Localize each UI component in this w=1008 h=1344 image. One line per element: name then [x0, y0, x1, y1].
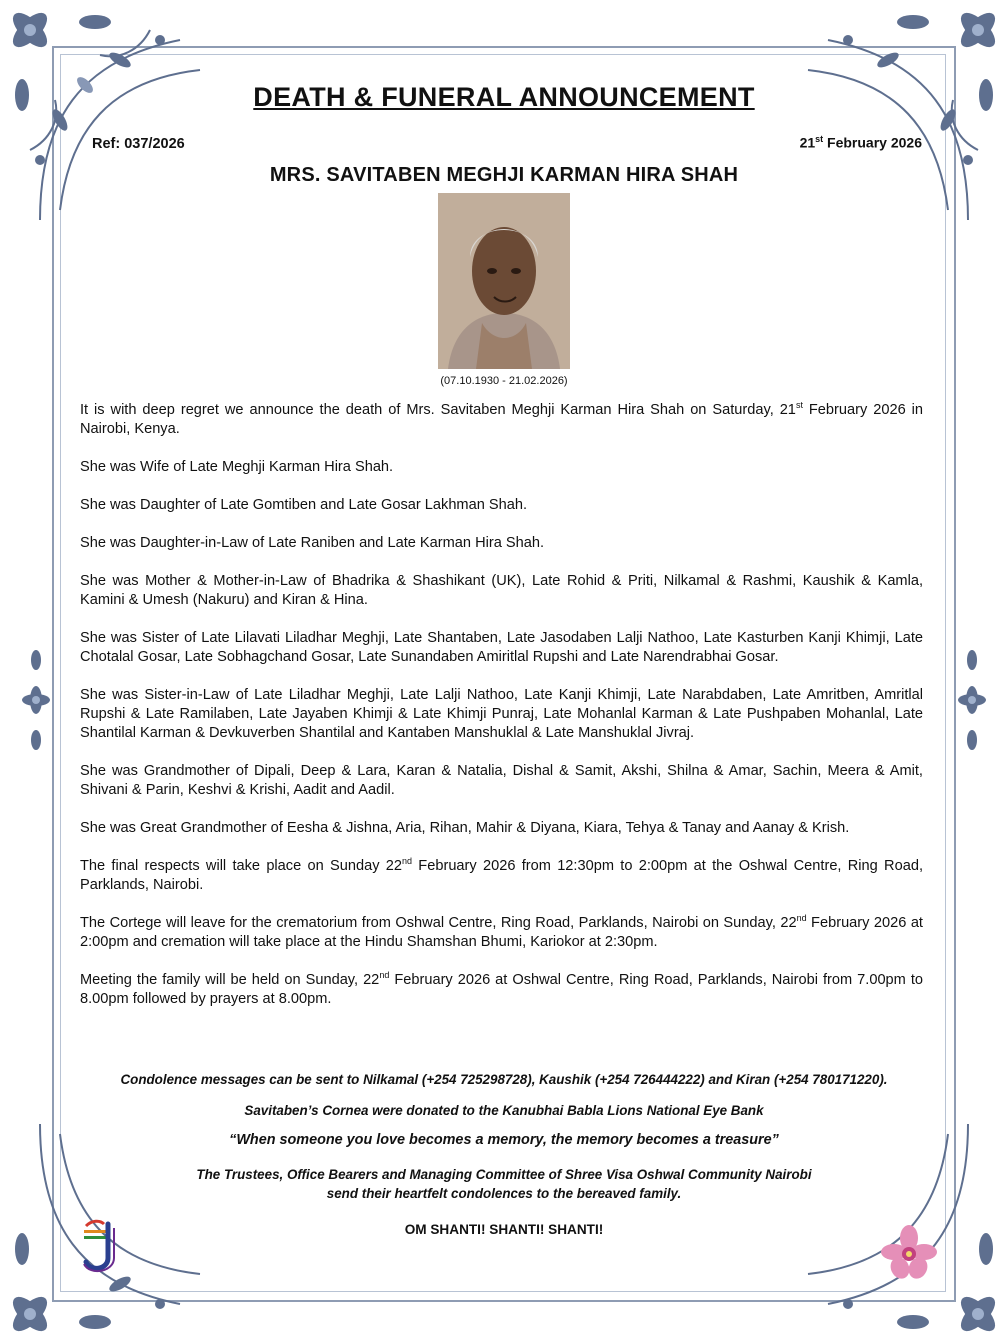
paragraph-wife: She was Wife of Late Meghji Karman Hira Shah. [80, 459, 394, 475]
page-title: DEATH & FUNERAL ANNOUNCEMENT [253, 82, 755, 112]
trustees-line-1: The Trustees, Office Bearers and Managing Committee of Shree Visa Oshwal Community Nairobi [196, 1167, 812, 1182]
trustees-condolences [0, 1165, 1008, 1203]
date-day: 21 [799, 134, 816, 151]
date-month-year: February 2026 [823, 134, 922, 151]
om-shanti-closing: OM SHANTI! SHANTI! SHANTI! [404, 1222, 604, 1237]
life-dates-caption: (07.10.1930 - 21.02.2026) [440, 375, 568, 387]
paragraph-sister-in-law: She was Sister-in-Law of Late Liladhar Meghji, Late Lalji Nathoo, Late Kanji Khimji, Late Narabdaben, Late Amritben, Amritlal Rupshi & Late Ramilaben, Late Jayaben Khimji & Late Khimji Punraj, Late Mohanlal Karman & Late Pushpaben Mohanlal, Late Shantilal Karman & Devkuverben Shantilal and Kantaben Manshuklal & Late Manshuklal Jivraj. [80, 687, 923, 741]
paragraph-mother: She was Mother & Mother-in-Law of Bhadrika & Shashikant (UK), Late Rohid & Priti, Nilkamal & Rashmi, Kaushik & Kamla, Kamini & Umesh (Nakuru) and Kiran & Hina. [80, 573, 923, 608]
date-suffix: st [815, 134, 824, 144]
orchid-flower-icon [880, 1224, 938, 1280]
paragraph-text: February 2026 in Nairobi, Kenya. [80, 402, 923, 437]
paragraph-text: The Cortege will leave for the crematorium from Oshwal Centre, Ring Road, Parklands, Nairobi on Sunday, 22 [80, 915, 797, 931]
reference-number: Ref: 037/2026 [92, 136, 185, 152]
ordinal-suffix: st [795, 400, 803, 411]
condolence-contacts: Condolence messages can be sent to Nilkamal (+254 725298728), Kaushik (+254 726444222) and Kiran (+254 780171220). [120, 1072, 888, 1087]
floral-corner-ornament-top-left [0, 0, 230, 230]
floral-side-ornament-left [6, 600, 66, 800]
paragraph-cortege [80, 914, 923, 952]
paragraph-text: The final respects will take place on Sunday 22 [80, 858, 403, 874]
paragraph-meeting-family [80, 971, 923, 1009]
paragraph-daughter: She was Daughter of Late Gomtiben and Late Gosar Lakhman Shah. [80, 497, 528, 513]
paragraph-text: It is with deep regret we announce the death of Mrs. Savitaben Meghji Karman Hira Shah on Saturday, 21 [80, 402, 796, 418]
floral-side-ornament-right [942, 600, 1002, 800]
cornea-donation-note: Savitaben’s Cornea were donated to the Kanubhai Babla Lions National Eye Bank [244, 1103, 764, 1118]
trustees-line-2: send their heartfelt condolences to the bereaved family. [326, 1186, 682, 1201]
paragraph-text: February 2026 at 2:00pm and cremation will take place at the Hindu Shamshan Bhumi, Kariokor at 2:30pm. [80, 915, 923, 950]
announcement-date [800, 134, 922, 151]
paragraph-great-grandmother: She was Great Grandmother of Eesha & Jishna, Aria, Rihan, Mahir & Diyana, Kiara, Tehya & Tanay and Aanay & Krish. [80, 820, 850, 836]
paragraph-death-notice [80, 401, 923, 439]
paragraph-daughter-in-law: She was Daughter-in-Law of Late Raniben and Late Karman Hira Shah. [80, 535, 545, 551]
floral-corner-ornament-top-right [778, 0, 1008, 230]
memorial-quote: “When someone you love becomes a memory, the memory becomes a treasure” [229, 1132, 779, 1148]
paragraph-sister: She was Sister of Late Lilavati Liladhar Meghji, Late Shantaben, Late Jasodaben Lalji Nathoo, Late Kasturben Kanji Khimji, Late Chotalal Gosar, Late Sobhagchand Gosar, Late Sunandaben Amiritlal Rupshi and Late Narendrabhai Gosar. [80, 630, 923, 665]
ordinal-suffix: nd [402, 856, 413, 867]
ordinal-suffix: nd [379, 970, 390, 981]
community-logo-icon [80, 1218, 120, 1274]
ordinal-suffix: nd [796, 913, 807, 924]
paragraph-text: Meeting the family will be held on Sunday, 22 [80, 972, 380, 988]
paragraph-grandmother: She was Grandmother of Dipali, Deep & Lara, Karan & Natalia, Dishal & Samit, Akshi, Shilna & Amar, Sachin, Meera & Amit, Shivani & Parin, Keshvi & Krishi, Aadit and Aadil. [80, 763, 923, 798]
paragraph-text: February 2026 from 12:30pm to 2:00pm at the Oshwal Centre, Ring Road, Parklands, Nairobi. [80, 858, 924, 893]
portrait-photo [438, 193, 570, 369]
paragraph-final-respects [80, 857, 923, 895]
paragraph-text: February 2026 at Oshwal Centre, Ring Road, Parklands, Nairobi from 7.00pm to 8.00pm followed by prayers at 8.00pm. [80, 972, 923, 1007]
announcement-body [80, 401, 923, 1028]
deceased-name: MRS. SAVITABEN MEGHJI KARMAN HIRA SHAH [269, 164, 739, 186]
